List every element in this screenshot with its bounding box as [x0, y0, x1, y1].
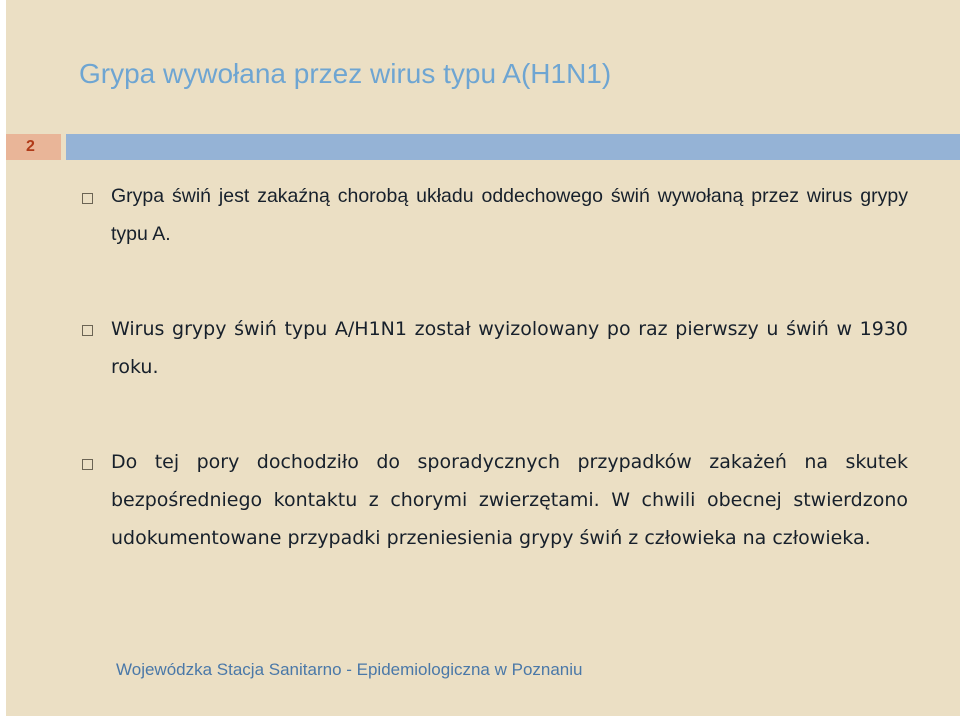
bullet-text-2: Wirus grypy świń typu A/H1N1 został wyizolowany po raz pierwszy u świń w 1930 roku.: [111, 318, 908, 378]
slide: [6, 0, 960, 716]
footer-text: Wojewódzka Stacja Sanitarno - Epidemiologiczna w Poznaniu: [116, 660, 583, 679]
bullet-square-icon: [82, 459, 93, 470]
bullet-square-icon: [82, 325, 93, 336]
bullet-square-icon: [82, 193, 93, 204]
slide-number-box: [6, 134, 61, 160]
bullet-text-3: Do tej pory dochodziło do sporadycznych przypadków zakażeń na skutek bezpośredniego kontaktu z chorymi zwierzętami. W chwili obecnej stwierdzono udokumentowane przypadki przeniesienia grypy świń z człowieka na człowieka.: [111, 451, 908, 549]
header-bar: [66, 134, 960, 160]
slide-title: Grypa wywołana przez wirus typu A(H1N1): [79, 58, 612, 89]
slide-number: 2: [26, 138, 35, 155]
bullet-text-1: Grypa świń jest zakaźną chorobą układu oddechowego świń wywołaną przez wirus grypy typu A.: [111, 185, 908, 245]
